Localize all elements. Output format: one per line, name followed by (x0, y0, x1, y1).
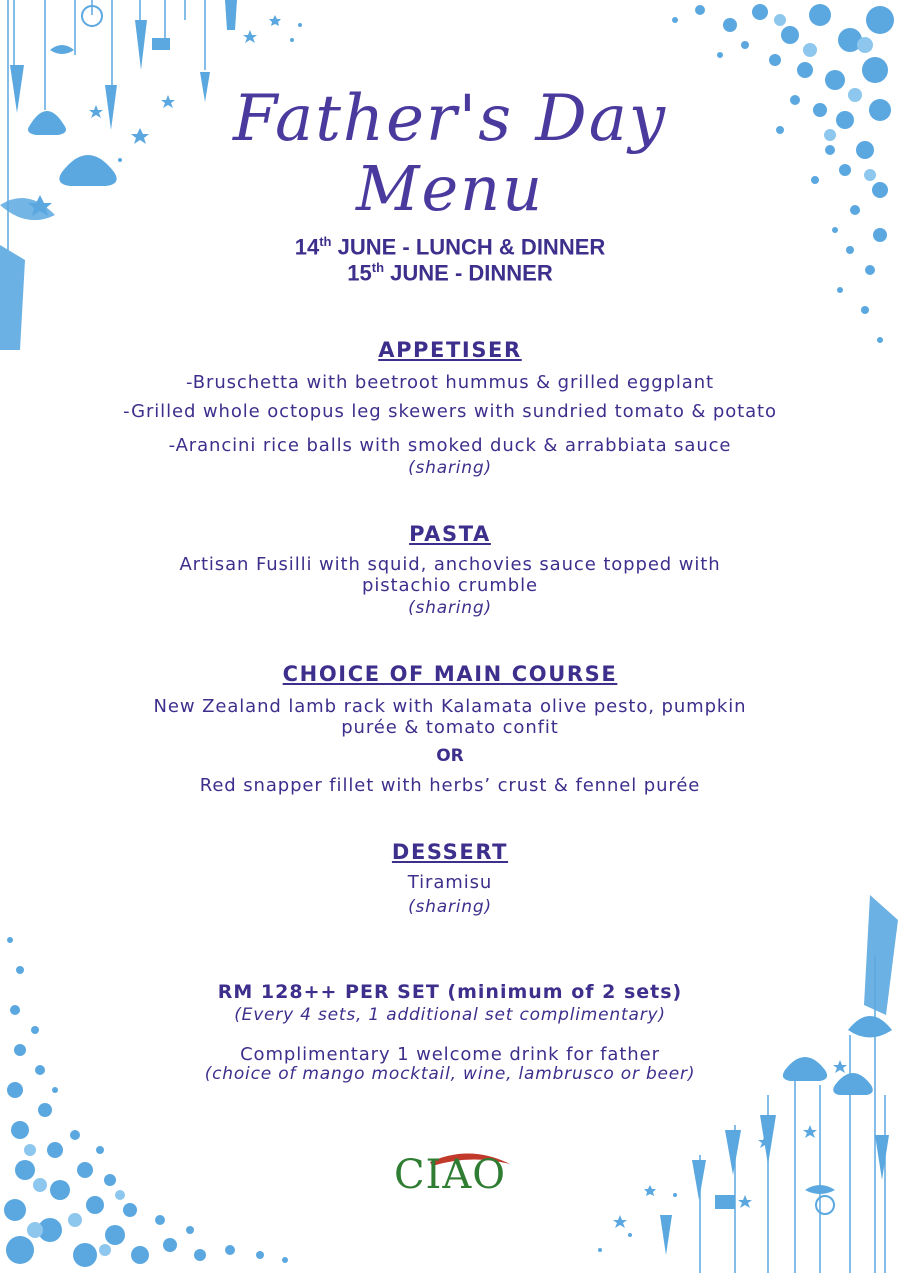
bottom-right-decoration (580, 895, 900, 1273)
main-option2: Red snapper fillet with herbs’ crust & fennel purée (199, 775, 701, 796)
appetiser-sharing-note: (sharing) (408, 458, 492, 478)
pasta-item-line1: Artisan Fusilli with squid, anchovies sauce topped with (179, 554, 721, 575)
or-label: OR (436, 746, 464, 766)
main-option1-line2: purée & tomato confit (341, 717, 559, 738)
date-line-2: 15th JUNE - DINNER (347, 260, 553, 286)
menu-title-line1: Father's Day (232, 82, 668, 156)
main-option1-line1: New Zealand lamb rack with Kalamata olive pesto, pumpkin (153, 696, 747, 717)
menu-title-line2: Menu (355, 152, 545, 225)
set-offer-note: (Every 4 sets, 1 additional set complimentary) (234, 1005, 666, 1025)
pasta-item-line2: pistachio crumble (362, 575, 538, 596)
appetiser-heading: APPETISER (378, 338, 522, 362)
dessert-item: Tiramisu (407, 872, 493, 893)
price-line: RM 128++ PER SET (minimum of 2 sets) (217, 981, 683, 1003)
appetiser-item: -Grilled whole octopus leg skewers with sundried tomato & potato (123, 401, 777, 422)
dessert-sharing-note: (sharing) (408, 897, 492, 917)
appetiser-item: -Arancini rice balls with smoked duck & arrabbiata sauce (168, 435, 732, 456)
logo-text: CIAO (393, 1152, 507, 1198)
drink-options-note: (choice of mango mocktail, wine, lambrusco or beer) (204, 1064, 696, 1084)
pasta-heading: PASTA (409, 522, 491, 546)
dessert-heading: DESSERT (391, 840, 509, 864)
date-line-1: 14th JUNE - LUNCH & DINNER (294, 234, 606, 260)
main-course-heading: CHOICE OF MAIN COURSE (282, 662, 618, 686)
welcome-drink-line: Complimentary 1 welcome drink for father (240, 1044, 660, 1065)
pasta-sharing-note: (sharing) (408, 598, 492, 618)
bottom-left-hearts-decoration (0, 900, 320, 1273)
ciao-logo (390, 1150, 510, 1200)
appetiser-item: -Bruschetta with beetroot hummus & grilled eggplant (186, 372, 714, 393)
